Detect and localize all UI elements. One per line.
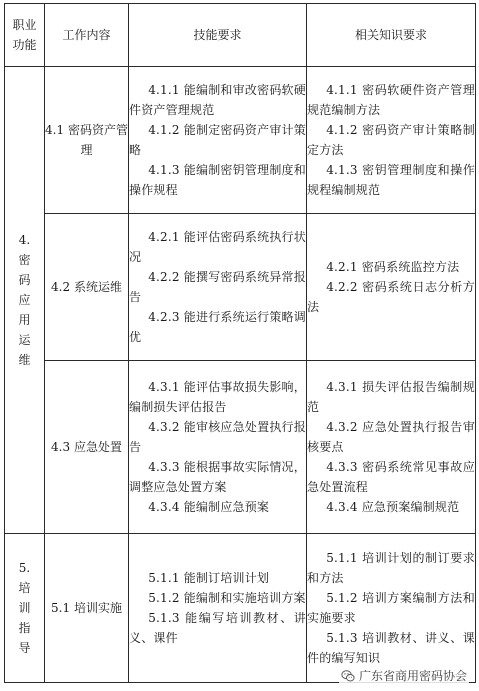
skill-item: 4.3.3 能根据事故实际情况，调整应急处置方案 — [129, 460, 306, 494]
skill-item: 4.1.3 能编制密钥管理制度和操作规程 — [129, 163, 306, 197]
knowledge-item: 4.1.3 密钥管理制度和操作规程编制规范 — [307, 163, 475, 197]
knowledge-item: 4.3.4 应急预案编制规范 — [326, 500, 460, 514]
watermark — [339, 666, 469, 685]
table-row — [5, 67, 476, 214]
knowledge-item: 4.3.1 损失评估报告编制规范 — [307, 380, 475, 414]
knowledge-item: 4.3.2 应急处置执行报告审核要点 — [307, 420, 475, 454]
skill-item: 4.2.2 能撰写密码系统异常报告 — [129, 270, 306, 304]
wechat-icon — [341, 669, 355, 683]
knowledge-cell — [307, 534, 476, 683]
skill-item: 4.3.1 能评估事故损失影响，编制损失评估报告 — [129, 380, 306, 414]
knowledge-item: 4.1.2 密码资产审计策略制定方法 — [307, 123, 475, 157]
knowledge-cell — [307, 214, 476, 361]
skill-item: 4.3.4 能编制应急预案 — [148, 500, 270, 514]
knowledge-item: 4.2.1 密码系统监控方法 — [326, 260, 460, 274]
skill-item: 4.1.2 能制定密码资产审计策略 — [129, 123, 306, 157]
skills-cell — [129, 214, 307, 361]
skills-cell — [129, 534, 307, 683]
knowledge-item: 5.1.3 培训教材、讲义、课件的编写知识 — [307, 631, 475, 665]
skill-item: 4.2.3 能进行系统运行策略调优 — [129, 310, 306, 344]
knowledge-item: 5.1.2 培训方案编制方法和实施要求 — [307, 591, 475, 625]
table-row — [5, 534, 476, 683]
header-skills: 技能要求 — [129, 4, 307, 67]
skill-item: 4.2.1 能评估密码系统执行状况 — [129, 230, 306, 264]
work-content-cell: 4.3 应急处置 — [45, 361, 129, 534]
work-content-cell: 5.1 培训实施 — [45, 534, 129, 683]
function-cell-4: 4. 密 码 应 用 运 维 — [5, 67, 45, 534]
skills-cell — [129, 67, 307, 214]
header-function: 职业 功能 — [5, 4, 45, 67]
table-row — [5, 214, 476, 361]
knowledge-cell — [307, 361, 476, 534]
work-content-cell: 4.1 密码资产管理 — [45, 67, 129, 214]
skills-cell — [129, 361, 307, 534]
skill-requirements-table — [4, 3, 476, 683]
skill-item: 5.1.2 能编制和实施培训方案 — [148, 591, 306, 605]
knowledge-item: 4.3.3 密码系统常见事故应急处置流程 — [307, 460, 475, 494]
skill-item: 5.1.3 能编写培训教材、讲义、课件 — [129, 611, 306, 645]
skill-item: 5.1.1 能制订培训计划 — [148, 571, 270, 585]
function-cell-5: 5. 培 训 指 导 — [5, 534, 45, 683]
table-row — [5, 361, 476, 534]
knowledge-item: 5.1.1 培训计划的制订要求和方法 — [307, 551, 475, 585]
table-header-row — [5, 4, 476, 67]
skill-item: 4.1.1 能编制和审改密码软硬件资产管理规范 — [129, 83, 306, 117]
skill-item: 4.3.2 能审核应急处置执行报告 — [129, 420, 306, 454]
header-knowledge: 相关知识要求 — [307, 4, 476, 67]
knowledge-item: 4.2.2 密码系统日志分析方法 — [307, 280, 475, 314]
work-content-cell: 4.2 系统运维 — [45, 214, 129, 361]
header-work-content: 工作内容 — [45, 4, 129, 67]
watermark-text: 广东省商用密码协会 — [358, 669, 467, 683]
knowledge-item: 4.1.1 密码软硬件资产管理规范编制方法 — [307, 83, 475, 117]
knowledge-cell — [307, 67, 476, 214]
